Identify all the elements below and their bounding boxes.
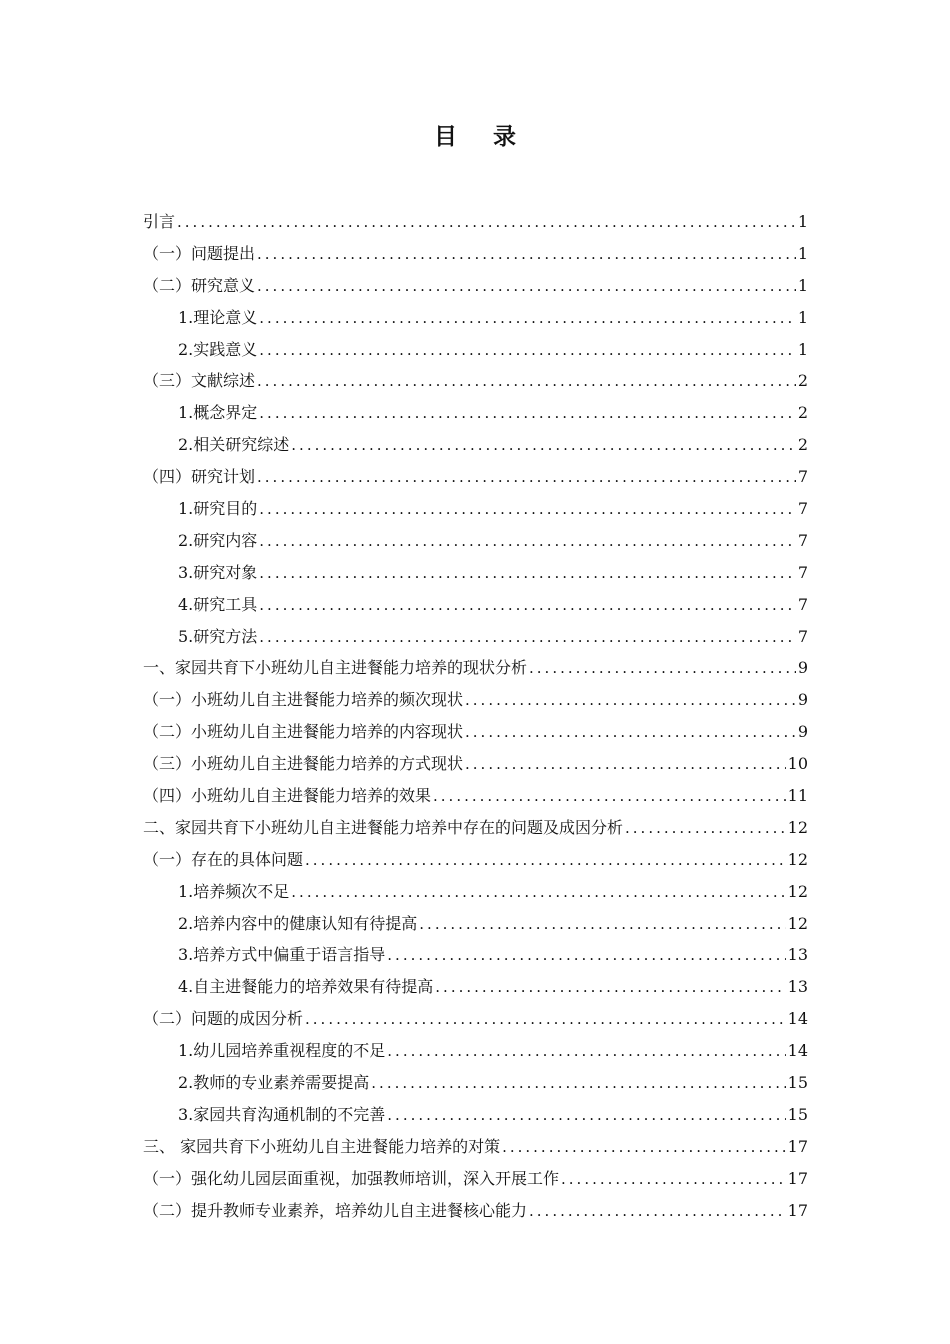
toc-entry-label: （二）研究意义 — [143, 275, 256, 295]
dot-leader — [465, 717, 796, 749]
toc-entry[interactable] — [143, 1163, 808, 1195]
toc-entry-label: （二）问题的成因分析 — [143, 1009, 304, 1029]
toc-entry-page-number: 12 — [787, 881, 808, 901]
toc-entry[interactable] — [143, 716, 808, 748]
toc-entry-page-number: 14 — [787, 1041, 808, 1061]
toc-entry-page-number: 10 — [787, 754, 808, 774]
toc-entry-page-number: 2 — [797, 435, 808, 455]
toc-entry-page-number: 1 — [797, 339, 808, 359]
toc-entry-page-number: 17 — [787, 1200, 808, 1220]
dot-leader — [502, 1132, 786, 1164]
toc-entry-label: 1.研究目的 — [178, 499, 258, 519]
toc-entry-page-number: 1 — [797, 307, 808, 327]
dot-leader — [305, 845, 786, 877]
dot-leader — [387, 1100, 785, 1132]
toc-entry[interactable] — [143, 1003, 808, 1035]
toc-entry-label: （一）问题提出 — [143, 243, 256, 263]
toc-entry[interactable] — [143, 334, 808, 366]
toc-entry-page-number: 13 — [787, 977, 808, 997]
toc-entry[interactable] — [143, 238, 808, 270]
toc-entry[interactable] — [143, 302, 808, 334]
toc-entry-label: 1.幼儿园培养重视程度的不足 — [178, 1041, 386, 1061]
toc-entry[interactable] — [143, 397, 808, 429]
toc-entry-page-number: 7 — [797, 499, 808, 519]
dot-leader — [419, 909, 785, 941]
toc-entry[interactable] — [143, 939, 808, 971]
toc-entry-page-number: 9 — [797, 722, 808, 742]
toc-entry-label: 三、 家园共育下小班幼儿自主进餐能力培养的对策 — [143, 1136, 501, 1156]
dot-leader — [177, 207, 796, 239]
toc-entry-page-number: 15 — [787, 1073, 808, 1093]
toc-entry-label: 2.实践意义 — [178, 339, 258, 359]
toc-entry-label: 2.相关研究综述 — [178, 435, 290, 455]
toc-entry-page-number: 2 — [797, 403, 808, 423]
toc-entry-label: 2.培养内容中的健康认知有待提高 — [178, 913, 418, 933]
dot-leader — [259, 622, 796, 654]
toc-entry-label: 引言 — [143, 212, 176, 231]
dot-leader — [625, 813, 786, 845]
toc-entry-page-number: 17 — [787, 1136, 808, 1156]
toc-entry[interactable] — [143, 461, 808, 493]
toc-entry[interactable] — [143, 971, 808, 1003]
toc-entry[interactable] — [143, 1195, 808, 1227]
dot-leader — [259, 303, 796, 335]
toc-entry-label: （一）存在的具体问题 — [143, 849, 304, 869]
dot-leader — [257, 271, 796, 303]
toc-entry[interactable] — [143, 206, 808, 238]
toc-entry-label: 4.研究工具 — [178, 594, 258, 614]
toc-entry-page-number: 7 — [797, 594, 808, 614]
toc-entry-label: 1.培养频次不足 — [178, 881, 290, 901]
toc-entry-label: 5.研究方法 — [178, 626, 258, 646]
dot-leader — [433, 781, 786, 813]
toc-entry-page-number: 14 — [787, 1009, 808, 1029]
toc-entry-label: （三）文献综述 — [143, 371, 256, 391]
toc-entry-label: （四）小班幼儿自主进餐能力培养的效果 — [143, 786, 432, 806]
toc-entry-page-number: 13 — [787, 945, 808, 965]
toc-entry-page-number: 9 — [797, 690, 808, 710]
toc-entry-page-number: 9 — [797, 658, 808, 678]
dot-leader — [259, 590, 796, 622]
toc-entry[interactable] — [143, 1067, 808, 1099]
toc-entry[interactable] — [143, 780, 808, 812]
dot-leader — [371, 1068, 785, 1100]
toc-entry[interactable] — [143, 589, 808, 621]
dot-leader — [529, 1196, 786, 1228]
toc-entry[interactable] — [143, 1099, 808, 1131]
toc-entry-page-number: 7 — [797, 530, 808, 550]
toc-entry[interactable] — [143, 844, 808, 876]
toc-entry[interactable] — [143, 652, 808, 684]
toc-entry-label: 4.自主进餐能力的培养效果有待提高 — [178, 977, 434, 997]
dot-leader — [387, 1036, 785, 1068]
toc-entry-label: 2.教师的专业素养需要提高 — [178, 1073, 370, 1093]
page-title: 目 录 — [433, 123, 530, 150]
toc-entry[interactable] — [143, 493, 808, 525]
toc-entry-label: （二）小班幼儿自主进餐能力培养的内容现状 — [143, 722, 464, 742]
toc-entry-label: 2.研究内容 — [178, 530, 258, 550]
toc-entry-page-number: 1 — [797, 243, 808, 263]
dot-leader — [387, 940, 785, 972]
dot-leader — [305, 1004, 786, 1036]
toc-entry-page-number: 7 — [797, 467, 808, 487]
toc-entry-page-number: 15 — [787, 1104, 808, 1124]
toc-entry-label: 3.家园共育沟通机制的不完善 — [178, 1104, 386, 1124]
toc-entry-page-number: 11 — [787, 786, 808, 806]
toc-entry-label: （四）研究计划 — [143, 467, 256, 487]
dot-leader — [529, 653, 796, 685]
dot-leader — [257, 366, 796, 398]
dot-leader — [291, 877, 785, 909]
toc-entry-page-number: 1 — [797, 275, 808, 295]
toc-entry[interactable] — [143, 557, 808, 589]
toc-entry[interactable] — [143, 812, 808, 844]
toc-entry[interactable] — [143, 429, 808, 461]
toc-entry-page-number: 1 — [797, 212, 808, 231]
toc-entry[interactable] — [143, 525, 808, 557]
dot-leader — [259, 526, 796, 558]
toc-entry-label: 二、家园共育下小班幼儿自主进餐能力培养中存在的问题及成因分析 — [143, 817, 624, 837]
dot-leader — [561, 1164, 786, 1196]
toc-entry-label: （二）提升教师专业素养，培养幼儿自主进餐核心能力 — [143, 1200, 528, 1220]
toc-entry-label: （一）小班幼儿自主进餐能力培养的频次现状 — [143, 690, 464, 710]
dot-leader — [259, 494, 796, 526]
table-of-contents — [143, 206, 808, 1227]
toc-entry-page-number: 12 — [787, 913, 808, 933]
dot-leader — [435, 972, 785, 1004]
toc-entry[interactable] — [143, 365, 808, 397]
toc-entry-label: 1.概念界定 — [178, 403, 258, 423]
toc-entry-page-number: 7 — [797, 626, 808, 646]
dot-leader — [257, 462, 796, 494]
toc-entry[interactable] — [143, 876, 808, 908]
dot-leader — [465, 749, 786, 781]
toc-entry[interactable] — [143, 621, 808, 653]
toc-entry-page-number: 17 — [787, 1168, 808, 1188]
toc-entry[interactable] — [143, 748, 808, 780]
dot-leader — [259, 335, 796, 367]
toc-entry[interactable] — [143, 684, 808, 716]
toc-entry-label: 3.研究对象 — [178, 562, 258, 582]
dot-leader — [291, 430, 796, 462]
toc-entry[interactable] — [143, 1131, 808, 1163]
toc-entry[interactable] — [143, 270, 808, 302]
toc-entry-label: （一）强化幼儿园层面重视，加强教师培训，深入开展工作 — [143, 1168, 560, 1188]
toc-entry-page-number: 12 — [787, 849, 808, 869]
toc-entry-label: （三）小班幼儿自主进餐能力培养的方式现状 — [143, 754, 464, 774]
toc-entry-label: 一、家园共育下小班幼儿自主进餐能力培养的现状分析 — [143, 658, 528, 678]
dot-leader — [259, 558, 796, 590]
toc-entry-page-number: 2 — [797, 371, 808, 391]
toc-entry[interactable] — [143, 908, 808, 940]
dot-leader — [259, 398, 796, 430]
dot-leader — [257, 239, 796, 271]
toc-entry-page-number: 12 — [787, 817, 808, 837]
toc-entry-page-number: 7 — [797, 562, 808, 582]
toc-entry-label: 1.理论意义 — [178, 307, 258, 327]
toc-entry[interactable] — [143, 1035, 808, 1067]
toc-entry-label: 3.培养方式中偏重于语言指导 — [178, 945, 386, 965]
dot-leader — [465, 685, 796, 717]
